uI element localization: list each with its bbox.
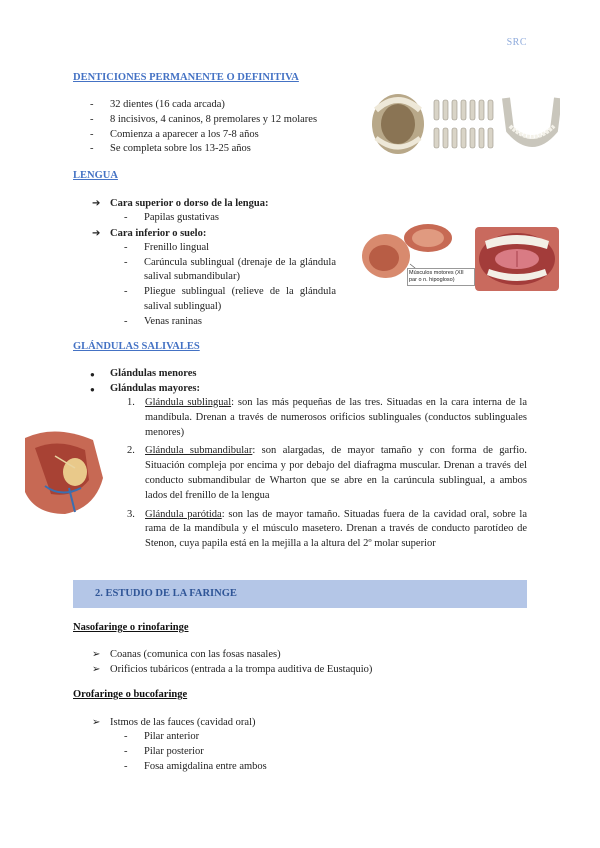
list-item — [127, 508, 528, 552]
list-item: - Pilar posterior — [144, 745, 267, 760]
list-item: - Comienza a aparecer a los 7-8 años — [110, 128, 365, 143]
list-item: - Papilas gustativas — [144, 211, 336, 226]
list-item: - Se completa sobre los 13-25 años — [110, 142, 365, 157]
list-item: - Pliegue sublingual (relieve de la glándula salival sublingual) — [144, 285, 336, 315]
lengua-superior-label: ➔ Cara superior o dorso de la lengua: — [110, 196, 336, 211]
gland-name: Glándula sublingual — [145, 397, 232, 408]
glandulas-types — [110, 366, 200, 396]
glandulas-menores: ● Glándulas menores — [110, 366, 200, 381]
list-item: ➢ Orificios tubáricos (entrada a la trompa auditiva de Eustaquio) — [110, 662, 372, 677]
dentition-illustration — [370, 90, 560, 158]
gland-name: Glándula submandibular — [145, 445, 253, 457]
mouth-photo — [475, 227, 559, 291]
nasofaringe-list — [110, 647, 372, 677]
glandulas-heading: GLÁNDULAS SALIVALES — [73, 341, 200, 352]
list-item: - Frenillo lingual — [144, 241, 336, 256]
denticiones-heading: DENTICIONES PERMANENTE O DEFINITIVA — [73, 72, 299, 83]
gland-description: : son alargadas, de mayor tamaño y con forma de garfio. Situación compleja por encima y por debajo del diafragma muscular. Drenan a través del conducto submandibular de Wharton que se abre en la carúncula sublingual, a ambos lados del frenillo de la lengua — [145, 445, 527, 501]
page-header-initials: SRC — [506, 37, 527, 48]
glandulas-mayores: ● Glándulas mayores: — [110, 381, 200, 396]
salivary-glands-illustration — [15, 428, 107, 516]
gland-description: : son las más pequeñas de las tres. Situadas en la cara interna de la mandíbula. Drenan a través de numerosos orificios sublinguales (conductos sublinguales menores) — [145, 397, 527, 438]
gland-description: : son las de mayor tamaño. Situadas fuera de la cavidad oral, sobre la rama de la mandíbula y el músculo masetero. Drenan a través de conducto parotídeo de Stenon, cuya papila está en la mejilla a la altura del 2º molar superior — [145, 508, 528, 550]
list-item — [127, 396, 527, 440]
head-anatomy-image — [15, 428, 107, 516]
orofaringe-heading: Orofaringe o bucofaringe — [73, 689, 188, 700]
gland-name: Glándula parótida — [145, 508, 222, 520]
orofaringe-list — [110, 715, 267, 774]
denticiones-list — [110, 98, 365, 157]
faringe-section-title: 2. ESTUDIO DE LA FARINGE — [95, 588, 237, 599]
orofaringe-sublist — [144, 730, 267, 774]
item-number: 3. — [127, 508, 135, 520]
list-item: ➢ Istmos de las fauces (cavidad oral) — [110, 715, 267, 730]
list-item — [127, 444, 527, 503]
list-item: - 8 incisivos, 4 caninos, 8 premolares y 12 molares — [110, 113, 365, 128]
mouth-image — [475, 227, 559, 291]
image-caption: Músculos motores (XII par o n. hipogloso) — [407, 268, 475, 286]
lengua-content — [110, 196, 336, 330]
lengua-inferior-list — [144, 241, 336, 330]
nasofaringe-heading: Nasofaringe o rinofaringe — [73, 622, 189, 633]
list-item: - Venas raninas — [144, 315, 336, 330]
item-number: 1. — [127, 397, 135, 408]
list-item: ➢ Coanas (comunica con las fosas nasales) — [110, 647, 372, 662]
glandulas-mayores-list — [127, 396, 528, 552]
list-item: - Pilar anterior — [144, 730, 267, 745]
lengua-heading: LENGUA — [73, 170, 118, 181]
item-number: 2. — [127, 445, 135, 457]
list-item: - 32 dientes (16 cada arcada) — [110, 98, 365, 113]
list-item: - Carúncula sublingual (drenaje de la glándula salival submandibular) — [144, 256, 336, 286]
lengua-superior-list — [144, 211, 336, 226]
lengua-inferior-label: ➔ Cara inferior o suelo: — [110, 226, 336, 241]
teeth-image — [370, 90, 560, 158]
list-item: - Fosa amigdalina entre ambos — [144, 760, 267, 775]
